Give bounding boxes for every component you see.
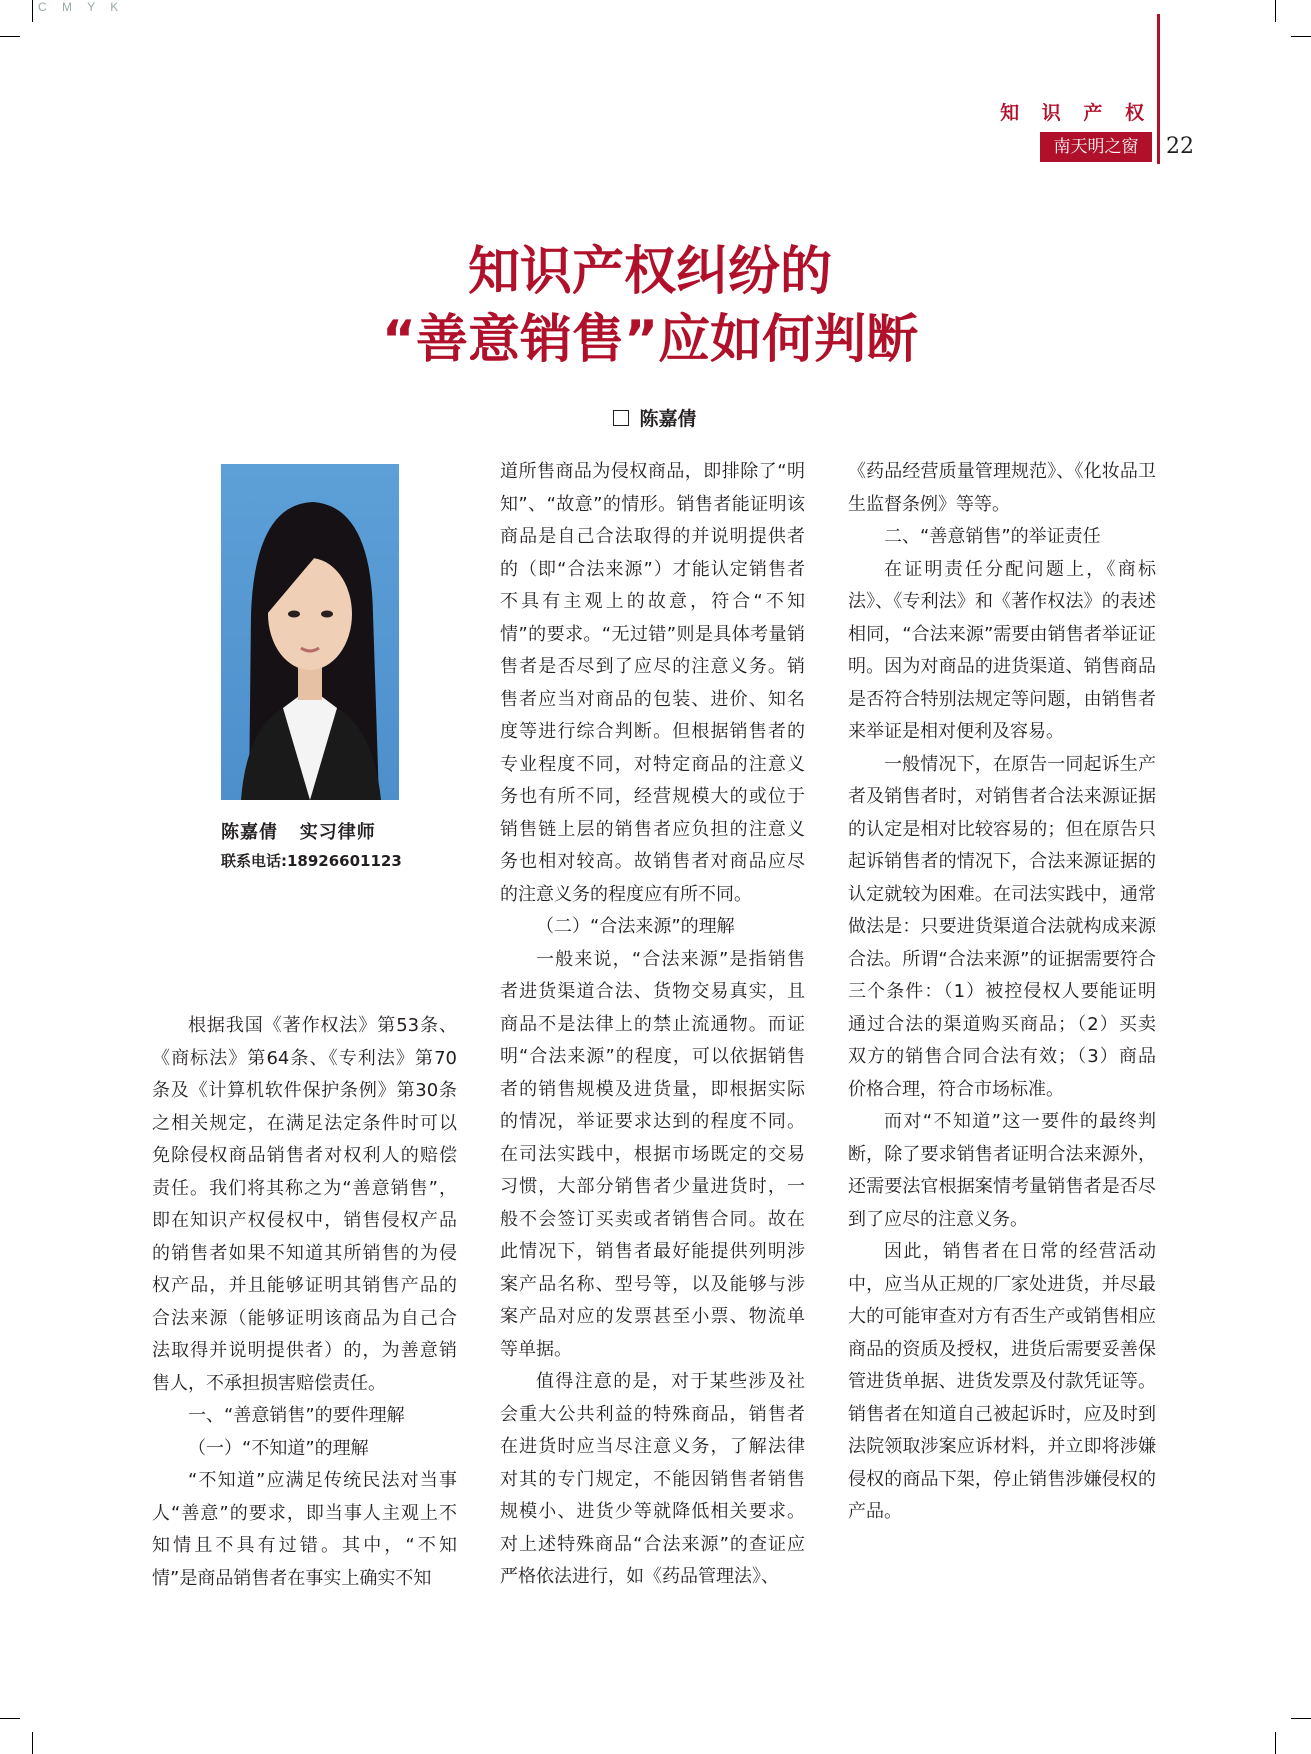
author-name: 陈嘉倩 — [639, 408, 697, 430]
text-column-3 — [848, 456, 1156, 1529]
paragraph: 在证明责任分配问题上，《商标法》、《专利法》和《著作权法》的表述相同，“合法来源”需要由销售者举证证明。因为对商品的进货渠道、销售商品是否符合特别法规定等问题，由销售者来举证是相对便利及容易。 — [848, 558, 1156, 742]
header-divider — [1157, 14, 1160, 164]
crop-mark — [0, 1718, 20, 1719]
column-tag: 南天明之窗 — [1040, 132, 1152, 162]
crop-mark — [1275, 1732, 1276, 1754]
crop-mark — [1275, 0, 1276, 22]
article-title-line2: “善意销售”应如何判断 — [381, 310, 919, 370]
paragraph: 《药品经营质量管理规范》、《化妆品卫生监督条例》等等。 — [848, 461, 1156, 515]
paragraph: 根据我国《著作权法》第53条、《商标法》第64条、《专利法》第70条及《计算机软件保护条例》第30条之相关规定，在满足法定条件时可以免除侵权商品销售者对权利人的赔偿责任。我们将其称之为“善意销售”，即在知识产权侵权中，销售侵权产品的销售者如果不知道其所销售的为侵权产品，并且能够证明其销售产品的合法来源（能够证明该商品为自己合法取得并说明提供者）的，为善意销售人，不承担损害赔偿责任。 — [152, 1015, 457, 1394]
paragraph: 一般来说，“合法来源”是指销售者进货渠道合法、货物交易真实，且商品不是法律上的禁止流通物。而证明“合法来源”的程度，可以依据销售者的销售规模及进货量，即根据实际的情况，举证要求达到的程度不同。在司法实践中，根据市场既定的交易习惯，大部分销售者少量进货时，一般不会签订买卖或者销售合同。故在此情况下，销售者最好能提供列明涉案产品名称、型号等，以及能够与涉案产品对应的发票甚至小票、物流单等单据。 — [500, 948, 805, 1360]
section-title: 知 识 产 权 — [1000, 102, 1152, 124]
paragraph: 一般情况下，在原告一同起诉生产者及销售者时，对销售者合法来源证据的认定是相对比较容易的；但在原告只起诉销售者的情况下，合法来源证据的认定就较为困难。在司法实践中，通常做法是：只要进货渠道合法就构成来源合法。所谓“合法来源”的证据需要符合三个条件：（1）被控侵权人要能证明通过合法的渠道购买商品；（2）买卖双方的销售合同合法有效；（3）商品价格合理，符合市场标准。 — [848, 753, 1156, 1100]
byline — [530, 404, 780, 431]
author-photo — [221, 464, 399, 800]
author-caption: 陈嘉倩 实习律师 — [221, 822, 376, 843]
article-title-line1: 知识产权纠纷的 — [467, 242, 832, 302]
crop-mark — [32, 0, 33, 22]
subheading: 二、“善意销售”的举证责任 — [884, 526, 1101, 547]
cmyk-marker: C M Y K — [38, 0, 125, 14]
text-column-2 — [500, 456, 805, 1594]
crop-mark — [1291, 1718, 1311, 1719]
text-column-1 — [152, 1010, 457, 1595]
paragraph: 而对“不知道”这一要件的最终判断，除了要求销售者证明合法来源外，还需要法官根据案情考量销售者是否尽到了应尽的注意义务。 — [848, 1111, 1156, 1230]
page-number: 22 — [1166, 134, 1194, 159]
paragraph: “不知道”应满足传统民法对当事人“善意”的要求，即当事人主观上不知情且不具有过错。其中，“不知情”是商品销售者在事实上确实不知 — [152, 1470, 457, 1589]
author-portrait-icon — [221, 464, 399, 800]
crop-mark — [1291, 36, 1311, 37]
crop-mark — [0, 36, 20, 37]
author-phone: 联系电话:18926601123 — [221, 852, 402, 870]
paragraph: 值得注意的是，对于某些涉及社会重大公共利益的特殊商品，销售者在进货时应当尽注意义务，了解法律对其的专门规定，不能因销售者销售规模小、进货少等就降低相关要求。对上述特殊商品“合法来源”的查证应严格依法进行，如《药品管理法》、 — [500, 1371, 805, 1587]
paragraph: 因此，销售者在日常的经营活动中，应当从正规的厂家处进货，并尽最大的可能审查对方有否生产或销售相应商品的资质及授权，进货后需要妥善保管进货单据、进货发票及付款凭证等。销售者在知道自己被起诉时，应及时到法院领取涉案应诉材料，并立即将涉嫌侵权的商品下架，停止销售涉嫌侵权的产品。 — [848, 1241, 1156, 1522]
subheading: 一、“善意销售”的要件理解 — [188, 1405, 405, 1426]
subheading: （一）“不知道”的理解 — [188, 1437, 369, 1459]
byline-box-icon — [613, 410, 629, 426]
paragraph: 道所售商品为侵权商品，即排除了“明知”、“故意”的情形。销售者能证明该商品是自己合法取得的并说明提供者的（即“合法来源”）才能认定销售者不具有主观上的故意，符合“不知情”的要求。“无过错”则是具体考量销售者是否尽到了应尽的注意义务。销售者应当对商品的包装、进价、知名度等进行综合判断。但根据销售者的专业程度不同，对特定商品的注意义务也有所不同，经营规模大的或位于销售链上层的销售者应负担的注意义务也相对较高。故销售者对商品应尽的注意义务的程度应有所不同。 — [500, 461, 805, 905]
crop-mark — [32, 1732, 33, 1754]
subheading: （二）“合法来源”的理解 — [536, 916, 735, 937]
